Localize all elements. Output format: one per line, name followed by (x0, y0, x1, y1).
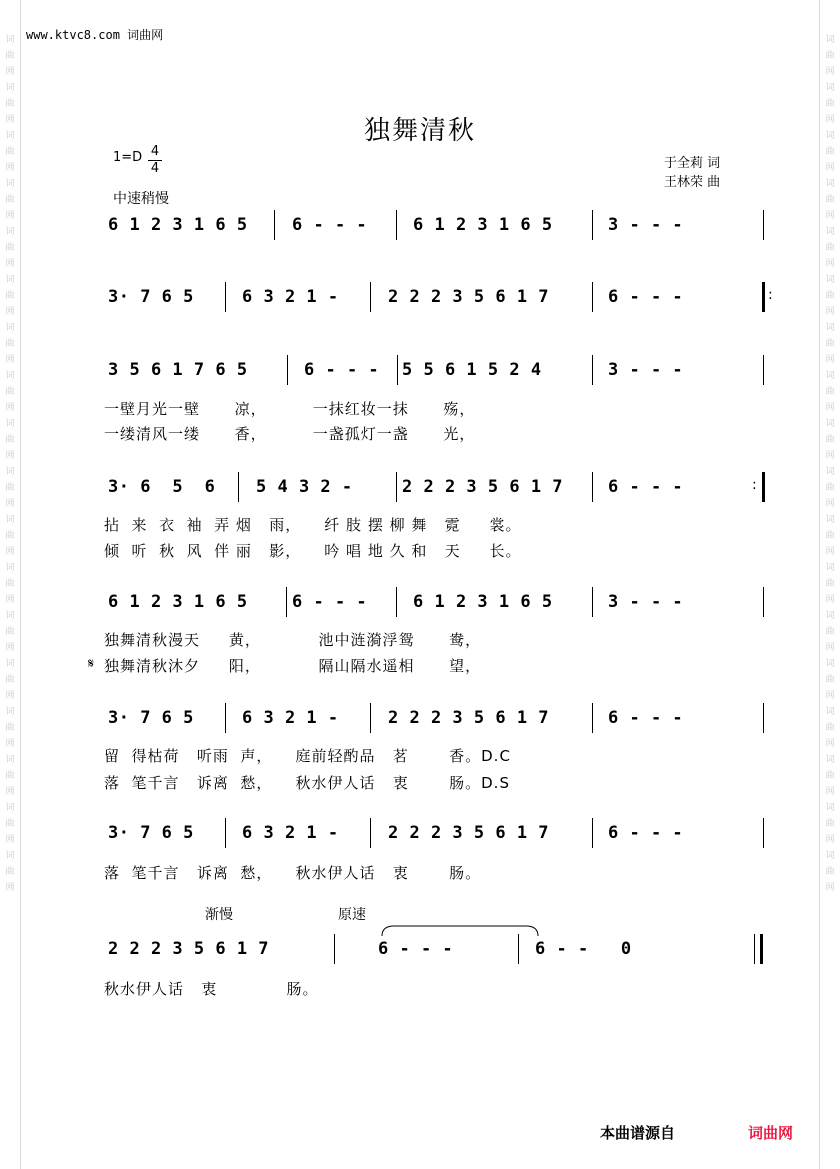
watermark-glyph: 网 (5, 115, 15, 125)
barline (397, 355, 398, 385)
watermark-glyph: 曲 (825, 579, 835, 589)
tie-arc (380, 924, 540, 938)
watermark-glyph: 网 (825, 163, 835, 173)
watermark-glyph: 曲 (825, 483, 835, 493)
watermark-glyph: 词 (825, 467, 835, 477)
watermark-glyph: 曲 (5, 387, 15, 397)
measure: 3 - - - (608, 215, 684, 235)
watermark-glyph: 词 (5, 35, 15, 45)
watermark-glyph: 网 (825, 547, 835, 557)
watermark-glyph: 词 (5, 611, 15, 621)
watermark-glyph: 词 (5, 227, 15, 237)
watermark-glyph: 词 (825, 707, 835, 717)
watermark-glyph: 词 (825, 755, 835, 765)
watermark-glyph: 词 (5, 851, 15, 861)
watermark-glyph: 网 (5, 691, 15, 701)
tempo-marking: 中速稍慢 (113, 191, 169, 207)
watermark-glyph: 网 (825, 451, 835, 461)
barline (238, 472, 239, 502)
watermark-glyph: 词 (825, 803, 835, 813)
watermark-glyph: 词 (825, 323, 835, 333)
watermark-glyph: 网 (825, 643, 835, 653)
barline (287, 355, 288, 385)
repeat-dots: : (768, 287, 773, 303)
watermark-glyph: 词 (5, 371, 15, 381)
watermark-glyph: 曲 (825, 771, 835, 781)
watermark-glyph: 网 (825, 499, 835, 509)
watermark-glyph: 词 (825, 515, 835, 525)
barline (370, 818, 371, 848)
barline (396, 210, 397, 240)
measure: 6 1 2 3 1 6 5 (413, 215, 553, 235)
watermark-glyph: 网 (825, 403, 835, 413)
measure: 6 3 2 1 - (242, 287, 339, 307)
measure: 6 - - - (608, 823, 684, 843)
footer-source-text: 本曲谱源自 (600, 1124, 676, 1142)
measure: 6 1 2 3 1 6 5 (108, 592, 248, 612)
watermark-glyph: 网 (5, 307, 15, 317)
watermark-glyph: 词 (825, 563, 835, 573)
barline (370, 282, 371, 312)
watermark-glyph: 网 (5, 163, 15, 173)
measure: 6 1 2 3 1 6 5 (108, 215, 248, 235)
time-signature (148, 144, 162, 177)
watermark-glyph: 词 (825, 659, 835, 669)
watermark-glyph: 网 (5, 355, 15, 365)
watermark-glyph: 词 (5, 755, 15, 765)
watermark-glyph: 曲 (5, 579, 15, 589)
measure: 6 - - - (292, 592, 368, 612)
lyric-line: 独舞清秋沐夕 阳， 隔山隔水遥相 望， (104, 657, 482, 675)
measure: 6 - - - (608, 708, 684, 728)
measure: 6 - - - (292, 215, 368, 235)
watermark-glyph: 曲 (5, 723, 15, 733)
watermark-glyph: 曲 (5, 483, 15, 493)
watermark-glyph: 词 (5, 131, 15, 141)
watermark-glyph: 网 (5, 787, 15, 797)
watermark-glyph: 曲 (5, 291, 15, 301)
measure: 2 2 2 3 5 6 1 7 (388, 708, 550, 728)
watermark-glyph: 曲 (825, 99, 835, 109)
measure: 2 2 2 3 5 6 1 7 (388, 823, 550, 843)
right-watermark-strip (819, 0, 840, 1169)
watermark-glyph: 词 (825, 83, 835, 93)
composer-credit: 王林荣 曲 (664, 175, 721, 190)
measure: 3· 6 5 6 (108, 477, 216, 497)
watermark-glyph: 词 (825, 131, 835, 141)
lyric-line: 独舞清秋漫天 黄， 池中涟漪浮鸳 鸯， (104, 631, 482, 649)
barline (286, 587, 287, 617)
watermark-glyph: 曲 (5, 675, 15, 685)
lyric-line: 一缕清风一缕 香， 一盏孤灯一盏 光， (104, 425, 476, 443)
watermark-glyph: 曲 (825, 627, 835, 637)
watermark-glyph: 网 (825, 115, 835, 125)
time-signature-bottom: 4 (150, 161, 160, 176)
watermark-glyph: 词 (5, 467, 15, 477)
watermark-glyph: 词 (5, 803, 15, 813)
watermark-glyph: 曲 (5, 819, 15, 829)
watermark-glyph: 词 (825, 371, 835, 381)
watermark-glyph: 词 (5, 179, 15, 189)
watermark-glyph: 网 (5, 259, 15, 269)
barline (592, 703, 593, 733)
barline (225, 818, 226, 848)
barline (592, 587, 593, 617)
watermark-glyph: 网 (5, 211, 15, 221)
watermark-glyph: 词 (5, 659, 15, 669)
measure: 6 - - - (378, 939, 454, 959)
watermark-glyph: 曲 (5, 99, 15, 109)
watermark-glyph: 网 (825, 211, 835, 221)
lyricist-credit: 于全莉 词 (664, 156, 721, 171)
time-signature-top: 4 (148, 144, 162, 161)
watermark-glyph: 网 (825, 355, 835, 365)
song-title: 独舞清秋 (363, 116, 476, 146)
watermark-glyph: 曲 (825, 387, 835, 397)
measure: 3· 7 6 5 (108, 708, 194, 728)
lyric-line: 秋水伊人话 衷 肠。 (104, 980, 319, 998)
watermark-glyph: 网 (825, 739, 835, 749)
watermark-glyph: 网 (825, 67, 835, 77)
watermark-glyph: 曲 (825, 819, 835, 829)
watermark-glyph: 曲 (825, 51, 835, 61)
watermark-glyph: 网 (5, 547, 15, 557)
key-signature: 1=D (113, 150, 143, 165)
watermark-glyph: 曲 (5, 195, 15, 205)
measure: 3· 7 6 5 (108, 287, 194, 307)
watermark-glyph: 曲 (825, 195, 835, 205)
final-barline-thick (760, 934, 763, 964)
watermark-glyph: 曲 (5, 435, 15, 445)
repeat-dots: : (752, 477, 757, 493)
watermark-glyph: 网 (5, 67, 15, 77)
measure: 2 2 2 3 5 6 1 7 (402, 477, 564, 497)
watermark-glyph: 网 (825, 883, 835, 893)
barline (396, 587, 397, 617)
watermark-glyph: 网 (825, 259, 835, 269)
watermark-glyph: 词 (5, 515, 15, 525)
watermark-glyph: 网 (5, 835, 15, 845)
watermark-glyph: 词 (825, 179, 835, 189)
measure: 5 4 3 2 - (256, 477, 353, 497)
barline (763, 818, 764, 848)
watermark-glyph: 词 (825, 851, 835, 861)
watermark-glyph: 网 (825, 307, 835, 317)
repeat-barline (762, 472, 765, 502)
measure: 6 3 2 1 - (242, 708, 339, 728)
barline (225, 282, 226, 312)
watermark-glyph: 词 (825, 275, 835, 285)
watermark-glyph: 网 (5, 499, 15, 509)
watermark-glyph: 词 (5, 419, 15, 429)
watermark-glyph: 网 (825, 595, 835, 605)
barline (274, 210, 275, 240)
measure: 3 5 6 1 7 6 5 (108, 360, 248, 380)
left-watermark-strip (0, 0, 21, 1169)
watermark-glyph: 网 (825, 787, 835, 797)
tempo-change-mark: 原速 (338, 907, 366, 923)
barline (763, 587, 764, 617)
barline (763, 703, 764, 733)
watermark-glyph: 词 (5, 83, 15, 93)
footer-brand-link[interactable]: 词曲网 (748, 1124, 794, 1142)
watermark-glyph: 词 (5, 323, 15, 333)
barline (225, 703, 226, 733)
lyric-line: 一壁月光一壁 凉， 一抹红妆一抹 殇， (104, 400, 476, 418)
measure: 6 - - 0 (535, 939, 632, 959)
site-url[interactable]: www.ktvc8.com 词曲网 (26, 28, 164, 42)
watermark-glyph: 词 (5, 563, 15, 573)
watermark-glyph: 网 (5, 595, 15, 605)
barline (763, 355, 764, 385)
barline (592, 355, 593, 385)
lyric-line: 拈 来 衣 袖 弄 烟 雨， 纤 肢 摆 柳 舞 霓 裳。 (104, 516, 522, 534)
watermark-glyph: 曲 (5, 147, 15, 157)
segno-mark: 𝄋 (88, 656, 95, 672)
lyric-line: 倾 听 秋 风 伴 丽 影， 吟 唱 地 久 和 天 长。 (104, 542, 522, 560)
measure: 2 2 2 3 5 6 1 7 (108, 939, 270, 959)
lyric-line: 落 笔千言 诉离 愁， 秋水伊人话 衷 肠。D.S (104, 774, 510, 792)
barline (334, 934, 335, 964)
measure: 5 5 6 1 5 2 4 (402, 360, 542, 380)
watermark-glyph: 曲 (825, 723, 835, 733)
measure: 6 1 2 3 1 6 5 (413, 592, 553, 612)
measure: 6 - - - (608, 287, 684, 307)
watermark-glyph: 曲 (825, 867, 835, 877)
watermark-glyph: 曲 (5, 531, 15, 541)
watermark-glyph: 曲 (825, 675, 835, 685)
watermark-glyph: 曲 (5, 771, 15, 781)
barline (370, 703, 371, 733)
barline (592, 472, 593, 502)
watermark-glyph: 网 (5, 883, 15, 893)
lyric-line: 落 笔千言 诉离 愁， 秋水伊人话 衷 肠。 (104, 864, 482, 882)
measure: 6 - - - (608, 477, 684, 497)
tempo-change-mark: 渐慢 (205, 907, 233, 923)
watermark-glyph: 曲 (5, 627, 15, 637)
barline (592, 210, 593, 240)
watermark-glyph: 词 (5, 707, 15, 717)
watermark-glyph: 曲 (5, 339, 15, 349)
watermark-glyph: 曲 (5, 867, 15, 877)
watermark-glyph: 网 (5, 643, 15, 653)
watermark-glyph: 网 (5, 403, 15, 413)
watermark-glyph: 曲 (825, 339, 835, 349)
lyric-line: 留 得枯荷 听雨 声， 庭前轻酌品 茗 香。D.C (104, 747, 511, 765)
watermark-glyph: 曲 (5, 51, 15, 61)
measure: 3 - - - (608, 592, 684, 612)
measure: 6 - - - (304, 360, 380, 380)
watermark-glyph: 网 (5, 739, 15, 749)
measure: 2 2 2 3 5 6 1 7 (388, 287, 550, 307)
final-barline-thin (754, 934, 755, 964)
watermark-glyph: 词 (825, 419, 835, 429)
watermark-glyph: 曲 (825, 243, 835, 253)
watermark-glyph: 曲 (825, 291, 835, 301)
watermark-glyph: 曲 (825, 531, 835, 541)
watermark-glyph: 网 (825, 691, 835, 701)
repeat-barline (762, 282, 765, 312)
watermark-glyph: 网 (825, 835, 835, 845)
watermark-glyph: 词 (5, 275, 15, 285)
barline (396, 472, 397, 502)
measure: 3 - - - (608, 360, 684, 380)
barline (592, 818, 593, 848)
measure: 6 3 2 1 - (242, 823, 339, 843)
barline (592, 282, 593, 312)
watermark-glyph: 词 (825, 227, 835, 237)
watermark-glyph: 曲 (5, 243, 15, 253)
watermark-glyph: 曲 (825, 435, 835, 445)
watermark-glyph: 词 (825, 611, 835, 621)
barline (763, 210, 764, 240)
watermark-glyph: 网 (5, 451, 15, 461)
watermark-glyph: 曲 (825, 147, 835, 157)
barline (518, 934, 519, 964)
watermark-glyph: 词 (825, 35, 835, 45)
measure: 3· 7 6 5 (108, 823, 194, 843)
